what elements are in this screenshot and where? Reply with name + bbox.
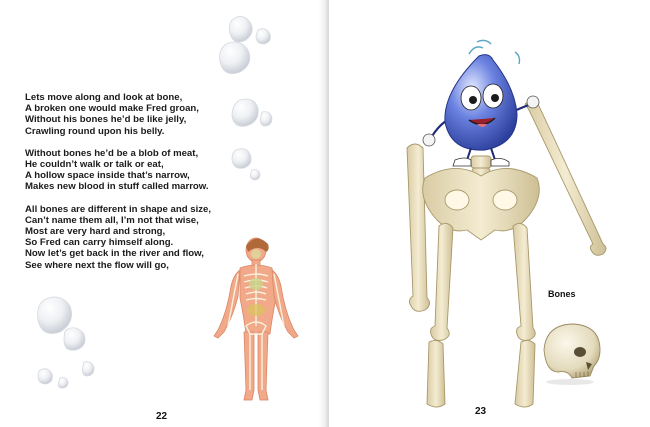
poem-line: Most are very hard and strong,	[25, 226, 166, 238]
human-body-anatomy-illustration	[206, 234, 326, 404]
poem-line: Without bones he’d be a blob of meat,	[25, 147, 199, 159]
poem-line: A hollow space inside that’s narrow,	[25, 170, 190, 182]
poem-line: See where next the flow will go,	[25, 259, 169, 271]
caption-bones: Bones	[548, 289, 576, 299]
page-number: 22	[156, 411, 168, 422]
poem-line: Can’t name them all, I’m not that wise,	[25, 214, 199, 226]
poem-stanza	[25, 148, 270, 193]
poem-line: He couldn’t walk or talk or eat,	[25, 159, 164, 171]
right-page	[329, 0, 650, 427]
poem-line: Without his bones he’d be like jelly,	[25, 114, 187, 126]
page-number: 23	[475, 406, 487, 417]
poem-stanza	[25, 92, 270, 137]
skull-illustration	[534, 320, 604, 380]
poem-line: A broken one would make Fred groan,	[25, 103, 199, 115]
poem-line: All bones are different in shape and size,	[25, 203, 212, 215]
poem-line: Crawling round upon his belly.	[25, 125, 165, 137]
poem-line: Makes new blood in stuff called marrow.	[25, 181, 209, 193]
poem-line: Now let’s get back in the river and flow,	[25, 248, 204, 260]
poem-line: Lets move along and look at bone,	[25, 92, 183, 103]
fred-water-drop-character	[407, 38, 547, 168]
poem-line: So Fred can carry himself along.	[25, 237, 174, 249]
